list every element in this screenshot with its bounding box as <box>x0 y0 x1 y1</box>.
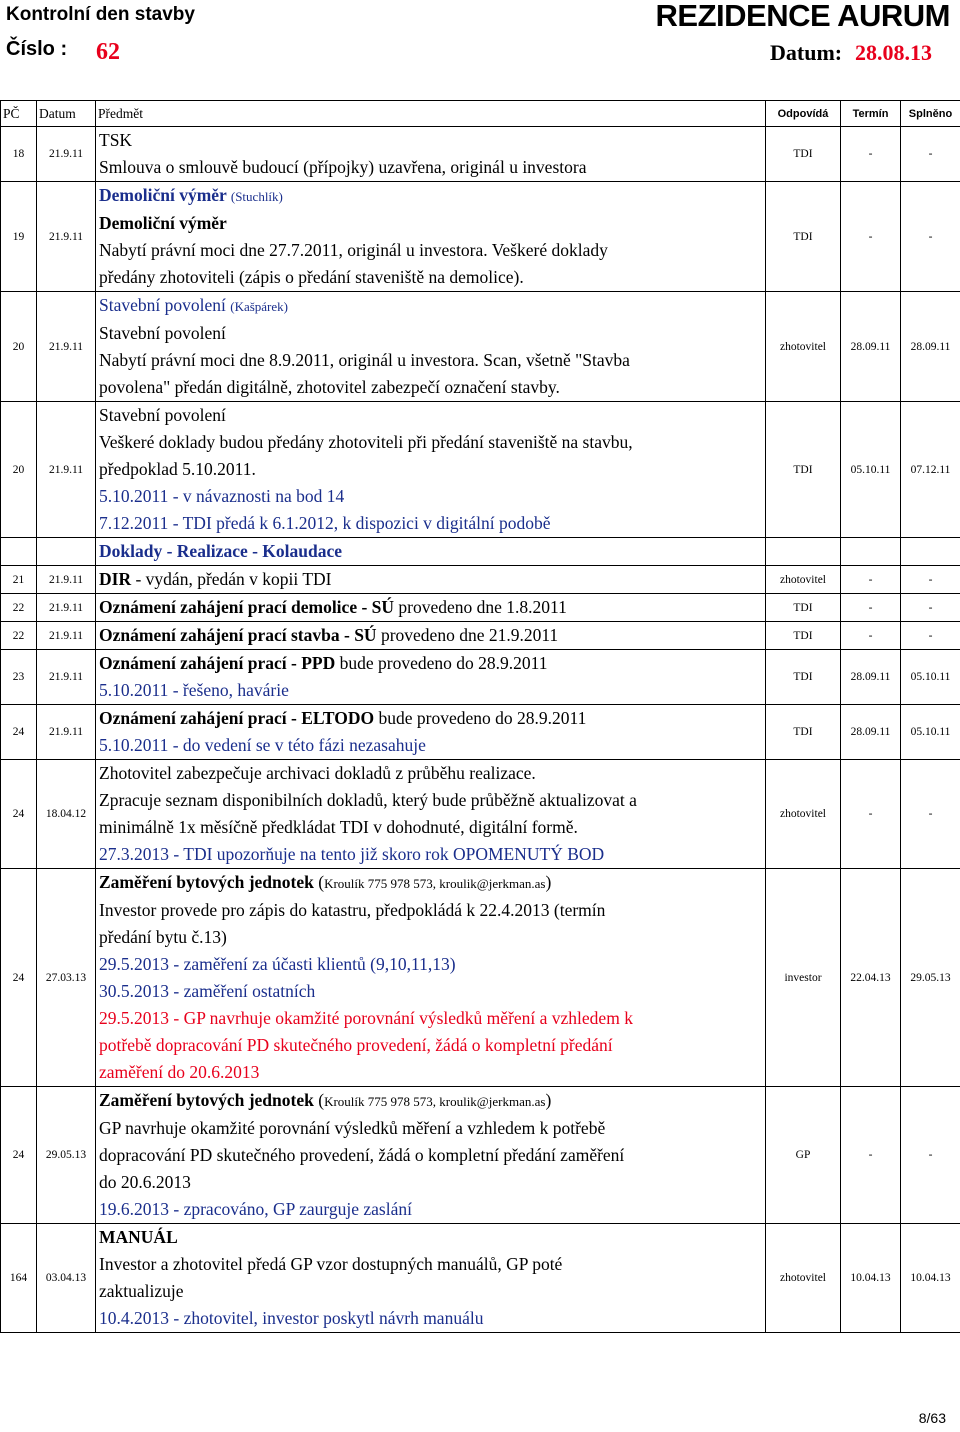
row-deadline: - <box>841 1087 901 1224</box>
subject-line <box>99 347 765 374</box>
subject-line <box>99 924 765 951</box>
row-responsible <box>766 538 841 566</box>
row-deadline: - <box>841 182 901 292</box>
row-deadline: 10.04.13 <box>841 1224 901 1333</box>
row-deadline: - <box>841 566 901 594</box>
col-header-termin: Termín <box>841 101 901 127</box>
row-completed: - <box>901 622 960 650</box>
subject-line <box>99 456 765 483</box>
subject-text: 5.10.2011 - do vedení se v této fázi nezasahuje <box>99 735 426 755</box>
table-row <box>1 1087 960 1224</box>
row-date: 21.9.11 <box>37 622 96 650</box>
row-subject <box>96 705 766 760</box>
row-subject <box>96 538 766 566</box>
subject-text: 19.6.2013 - zpracováno, GP zaurguje zaslání <box>99 1199 412 1219</box>
subject-line <box>99 1305 765 1332</box>
subject-text: předány zhotoviteli (zápis o předání staveniště na demolice). <box>99 267 524 287</box>
row-subject <box>96 127 766 182</box>
subject-text: zaměření do 20.6.2013 <box>99 1062 260 1082</box>
meeting-date: 28.08.13 <box>855 40 932 65</box>
subject-text: zaktualizuje <box>99 1281 184 1301</box>
table-row <box>1 650 960 705</box>
col-header-datum: Datum <box>37 101 96 127</box>
row-date: 21.9.11 <box>37 292 96 402</box>
row-date: 21.9.11 <box>37 182 96 292</box>
row-subject <box>96 760 766 869</box>
subject-text: Oznámení zahájení prací - PPD <box>99 653 336 673</box>
subject-line <box>99 566 765 593</box>
project-name: REZIDENCE AURUM <box>655 0 950 33</box>
subject-text: dopracování PD skutečného provedení, žádá o kompletní předání zaměření <box>99 1145 625 1165</box>
subject-text: 29.5.2013 - zaměření za účasti klientů (9,10,11,13) <box>99 954 456 974</box>
subject-line <box>99 814 765 841</box>
row-completed: - <box>901 594 960 622</box>
subject-text: TSK <box>99 130 133 150</box>
row-responsible: TDI <box>766 402 841 538</box>
subject-text: Zpracuje seznam disponibilních dokladů, který bude průběžně aktualizovat a <box>99 790 637 810</box>
subject-text: Investor a zhotovitel předá GP vzor dostupných manuálů, GP poté <box>99 1254 563 1274</box>
table-row <box>1 566 960 594</box>
row-date: 21.9.11 <box>37 566 96 594</box>
table-row <box>1 622 960 650</box>
subject-text: 5.10.2011 - řešeno, havárie <box>99 680 289 700</box>
row-date: 21.9.11 <box>37 650 96 705</box>
subject-text: ( <box>313 872 325 892</box>
row-deadline: 28.09.11 <box>841 650 901 705</box>
row-subject <box>96 869 766 1087</box>
row-number: 18 <box>1 127 37 182</box>
subject-text: Kroulík 775 978 573, kroulik@jerkman.as <box>324 876 546 891</box>
subject-text: do 20.6.2013 <box>99 1172 191 1192</box>
table-row <box>1 538 960 566</box>
subject-line <box>99 1196 765 1223</box>
subject-line <box>99 622 765 649</box>
table-row <box>1 292 960 402</box>
subject-text: potřebě dopracování PD skutečného provedení, žádá o kompletní předání <box>99 1035 613 1055</box>
subject-line <box>99 1278 765 1305</box>
row-subject <box>96 1224 766 1333</box>
subject-line <box>99 705 765 732</box>
subject-text: bude provedeno do 28.9.2011 <box>374 708 587 728</box>
table-row <box>1 127 960 182</box>
row-date: 29.05.13 <box>37 1087 96 1224</box>
subject-line <box>99 127 765 154</box>
row-completed: 10.04.13 <box>901 1224 960 1333</box>
subject-line <box>99 677 765 704</box>
subject-text: ) <box>545 872 552 892</box>
row-responsible: TDI <box>766 594 841 622</box>
subject-line <box>99 897 765 924</box>
row-completed: - <box>901 760 960 869</box>
row-subject <box>96 566 766 594</box>
row-date <box>37 538 96 566</box>
table-row <box>1 760 960 869</box>
subject-line <box>99 1032 765 1059</box>
col-header-splneno: Splněno <box>901 101 960 127</box>
subject-text: DIR <box>99 569 132 589</box>
subject-text: Demoliční výměr <box>99 185 231 205</box>
row-subject <box>96 402 766 538</box>
minutes-table <box>0 100 960 1333</box>
row-number: 24 <box>1 760 37 869</box>
row-responsible: TDI <box>766 705 841 760</box>
subject-line <box>99 264 765 291</box>
subject-text: Oznámení zahájení prací - ELTODO <box>99 708 375 728</box>
subject-line <box>99 1087 765 1115</box>
row-completed: 28.09.11 <box>901 292 960 402</box>
row-number: 24 <box>1 705 37 760</box>
subject-text: povolena" předán digitálně, zhotovitel zabezpečí označení stavby. <box>99 377 560 397</box>
subject-line <box>99 1142 765 1169</box>
row-completed: 05.10.11 <box>901 705 960 760</box>
row-responsible: GP <box>766 1087 841 1224</box>
subject-text: Oznámení zahájení prací demolice - SÚ <box>99 597 395 617</box>
row-responsible: TDI <box>766 622 841 650</box>
subject-line <box>99 374 765 401</box>
row-date: 21.9.11 <box>37 705 96 760</box>
row-deadline: - <box>841 760 901 869</box>
row-deadline <box>841 538 901 566</box>
row-deadline: - <box>841 127 901 182</box>
col-header-pc: PČ <box>1 101 37 127</box>
row-date: 21.9.11 <box>37 402 96 538</box>
subject-line <box>99 292 765 320</box>
subject-text: minimálně 1x měsíčně předkládat TDI v dohodnuté, digitální formě. <box>99 817 578 837</box>
row-responsible: zhotovitel <box>766 1224 841 1333</box>
subject-text: Oznámení zahájení prací stavba - SÚ <box>99 625 377 645</box>
subject-line <box>99 483 765 510</box>
row-deadline: 28.09.11 <box>841 292 901 402</box>
row-deadline: - <box>841 594 901 622</box>
subject-line <box>99 869 765 897</box>
subject-line <box>99 154 765 181</box>
row-completed: 07.12.11 <box>901 402 960 538</box>
subject-text: Smlouva o smlouvě budoucí (přípojky) uzavřena, originál u investora <box>99 157 587 177</box>
table-header-row <box>1 101 960 127</box>
subject-text: MANUÁL <box>99 1227 178 1247</box>
row-deadline: 22.04.13 <box>841 869 901 1087</box>
row-completed <box>901 538 960 566</box>
row-number: 164 <box>1 1224 37 1333</box>
subject-line <box>99 210 765 237</box>
subject-text: Veškeré doklady budou předány zhotoviteli při předání staveniště na stavbu, <box>99 432 633 452</box>
subject-text: ( <box>313 1090 325 1110</box>
row-completed: 29.05.13 <box>901 869 960 1087</box>
row-date: 03.04.13 <box>37 1224 96 1333</box>
col-header-predmet: Předmět <box>96 101 766 127</box>
page-number: 8/63 <box>918 1410 946 1426</box>
row-number: 23 <box>1 650 37 705</box>
row-date: 21.9.11 <box>37 594 96 622</box>
row-number <box>1 538 37 566</box>
row-date: 21.9.11 <box>37 127 96 182</box>
subject-line <box>99 1224 765 1251</box>
subject-text: bude provedeno do 28.9.2011 <box>335 653 548 673</box>
subject-text: Kroulík 775 978 573, kroulik@jerkman.as <box>324 1094 546 1109</box>
row-completed: - <box>901 127 960 182</box>
subject-line <box>99 650 765 677</box>
subject-text: Stavební povolení <box>99 405 226 425</box>
subject-text: GP navrhuje okamžité porovnání výsledků měření a vzhledem k potřebě <box>99 1118 606 1138</box>
subject-text: Zhotovitel zabezpečuje archivaci dokladů z průběhu realizace. <box>99 763 536 783</box>
subject-line <box>99 951 765 978</box>
subject-text: 27.3.2013 - TDI upozorňuje na tento již skoro rok OPOMENUTÝ BOD <box>99 844 605 864</box>
table-row <box>1 869 960 1087</box>
subject-text: provedeno dne 21.9.2011 <box>376 625 559 645</box>
subject-text: Nabytí právní moci dne 8.9.2011, originál u investora. Scan, všetně "Stavba <box>99 350 630 370</box>
subject-text: 30.5.2013 - zaměření ostatních <box>99 981 316 1001</box>
row-responsible: zhotovitel <box>766 760 841 869</box>
row-responsible: zhotovitel <box>766 292 841 402</box>
subject-line <box>99 1169 765 1196</box>
subject-line <box>99 1115 765 1142</box>
subject-text: 10.4.2013 - zhotovitel, investor poskytl návrh manuálu <box>99 1308 484 1328</box>
subject-text: Zaměření bytových jednotek <box>99 1090 314 1110</box>
minutes-body <box>1 127 960 1333</box>
row-subject <box>96 594 766 622</box>
subject-text: 7.12.2011 - TDI předá k 6.1.2012, k dispozici v digitální podobě <box>99 513 551 533</box>
row-number: 22 <box>1 594 37 622</box>
subject-text: Investor provede pro zápis do katastru, předpokládá k 22.4.2013 (termín <box>99 900 606 920</box>
row-deadline: 28.09.11 <box>841 705 901 760</box>
row-responsible: investor <box>766 869 841 1087</box>
subject-line <box>99 538 765 565</box>
subject-text: (Kašpárek) <box>230 299 288 314</box>
subject-line <box>99 978 765 1005</box>
col-header-odpovida: Odpovídá <box>766 101 841 127</box>
subject-line <box>99 732 765 759</box>
subject-line <box>99 402 765 429</box>
subject-line <box>99 320 765 347</box>
row-subject <box>96 650 766 705</box>
subject-line <box>99 429 765 456</box>
subject-text: Stavební povolení <box>99 295 231 315</box>
subject-line <box>99 841 765 868</box>
subject-line <box>99 594 765 621</box>
subject-text: 29.5.2013 - GP navrhuje okamžité porovnání výsledků měření a vzhledem k <box>99 1008 633 1028</box>
row-date: 27.03.13 <box>37 869 96 1087</box>
subject-text: Nabytí právní moci dne 27.7.2011, originál u investora. Veškeré doklady <box>99 240 608 260</box>
subject-line <box>99 237 765 264</box>
subject-line <box>99 182 765 210</box>
row-subject <box>96 1087 766 1224</box>
subject-text: (Stuchlík) <box>230 189 283 204</box>
row-responsible: TDI <box>766 127 841 182</box>
subject-text: předání bytu č.13) <box>99 927 227 947</box>
subject-text: Doklady - Realizace - Kolaudace <box>99 541 343 561</box>
subject-text: - vydán, předán v kopii TDI <box>131 569 332 589</box>
row-responsible: zhotovitel <box>766 566 841 594</box>
row-number: 19 <box>1 182 37 292</box>
subject-line <box>99 510 765 537</box>
document-title: Kontrolní den stavby <box>6 4 195 25</box>
subject-text: Zaměření bytových jednotek <box>99 872 314 892</box>
row-number: 20 <box>1 402 37 538</box>
row-number: 24 <box>1 1087 37 1224</box>
subject-line <box>99 787 765 814</box>
date-label: Datum: <box>770 40 843 65</box>
row-subject <box>96 292 766 402</box>
subject-line <box>99 1251 765 1278</box>
subject-line <box>99 1005 765 1032</box>
subject-text: ) <box>545 1090 552 1110</box>
meeting-number: 62 <box>96 39 120 65</box>
row-completed: - <box>901 1087 960 1224</box>
row-subject <box>96 622 766 650</box>
subject-text: Demoliční výměr <box>99 213 227 233</box>
row-completed: - <box>901 182 960 292</box>
row-number: 20 <box>1 292 37 402</box>
subject-text: 5.10.2011 - v návaznosti na bod 14 <box>99 486 345 506</box>
table-row <box>1 1224 960 1333</box>
table-row <box>1 705 960 760</box>
row-completed: 05.10.11 <box>901 650 960 705</box>
row-number: 21 <box>1 566 37 594</box>
subject-line <box>99 760 765 787</box>
row-completed: - <box>901 566 960 594</box>
row-date: 18.04.12 <box>37 760 96 869</box>
subject-line <box>99 1059 765 1086</box>
row-deadline: - <box>841 622 901 650</box>
table-row <box>1 182 960 292</box>
table-row <box>1 594 960 622</box>
subject-text: předpoklad 5.10.2011. <box>99 459 256 479</box>
row-number: 24 <box>1 869 37 1087</box>
subject-text: Stavební povolení <box>99 323 226 343</box>
row-deadline: 05.10.11 <box>841 402 901 538</box>
number-label: Číslo : <box>6 38 68 60</box>
subject-text: provedeno dne 1.8.2011 <box>394 597 567 617</box>
table-row <box>1 402 960 538</box>
row-subject <box>96 182 766 292</box>
row-responsible: TDI <box>766 650 841 705</box>
row-responsible: TDI <box>766 182 841 292</box>
row-number: 22 <box>1 622 37 650</box>
